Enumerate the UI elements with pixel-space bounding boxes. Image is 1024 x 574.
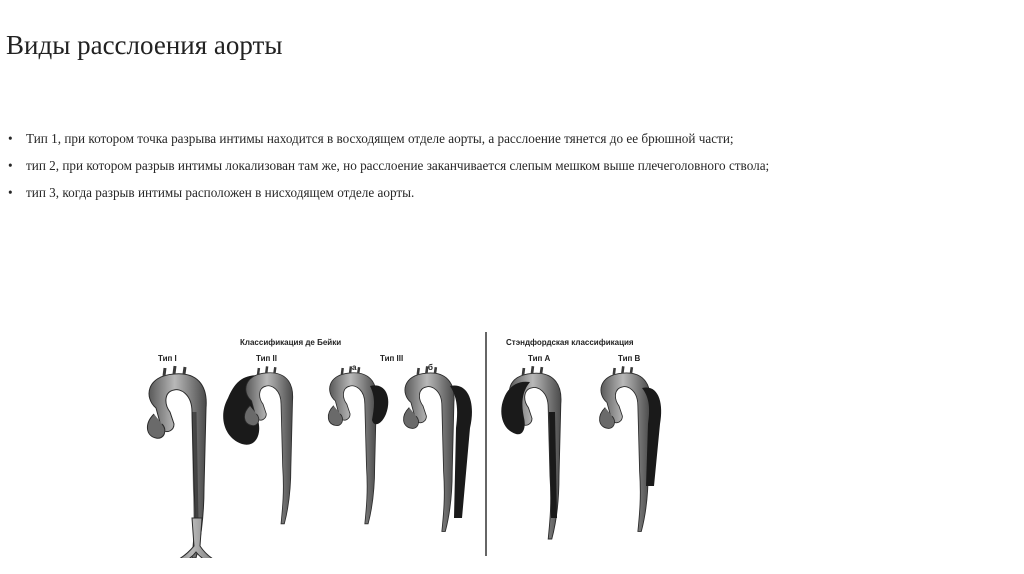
bullet-text: тип 2, при котором разрыв интимы локализован там же, но расслоение заканчивается слепым мешком выше плечеголовного ствола; <box>26 158 770 173</box>
aorta-type-1-illustration <box>147 366 232 558</box>
label-sub-b: б <box>428 363 433 372</box>
bullet-icon: • <box>8 185 13 200</box>
bullet-text: Тип 1, при котором точка разрыва интимы находится в восходящем отделе аорты, а расслоение тянется до ее брюшной части; <box>26 131 734 146</box>
aortic-dissection-classification-figure <box>130 328 675 558</box>
label-type-1: Тип I <box>158 354 177 363</box>
debakey-heading: Классификация де Бейки <box>240 338 342 347</box>
label-type-a: Тип А <box>528 354 551 363</box>
bullet-list <box>8 130 1008 211</box>
label-type-b: Тип В <box>618 354 641 363</box>
slide-title: Виды расслоения аорты <box>6 30 283 60</box>
label-type-3: Тип III <box>380 354 404 363</box>
aorta-type-3b-illustration <box>404 366 472 531</box>
bullet-item <box>8 130 1008 148</box>
aorta-type-2-illustration <box>223 366 293 523</box>
aorta-type-a-illustration <box>501 366 561 539</box>
bullet-icon: • <box>8 158 13 173</box>
label-sub-a: а <box>352 363 357 372</box>
bullet-icon: • <box>8 131 13 146</box>
aorta-type-3a-illustration <box>328 366 388 523</box>
stanford-heading: Стэндфордская классификация <box>506 338 634 347</box>
bullet-text: тип 3, когда разрыв интимы расположен в нисходящем отделе аорты. <box>26 185 415 200</box>
bullet-item <box>8 184 1008 202</box>
bullet-item <box>8 157 1008 175</box>
label-type-2: Тип II <box>256 354 277 363</box>
aorta-type-b-illustration <box>600 366 662 531</box>
classification-diagram <box>130 328 675 558</box>
